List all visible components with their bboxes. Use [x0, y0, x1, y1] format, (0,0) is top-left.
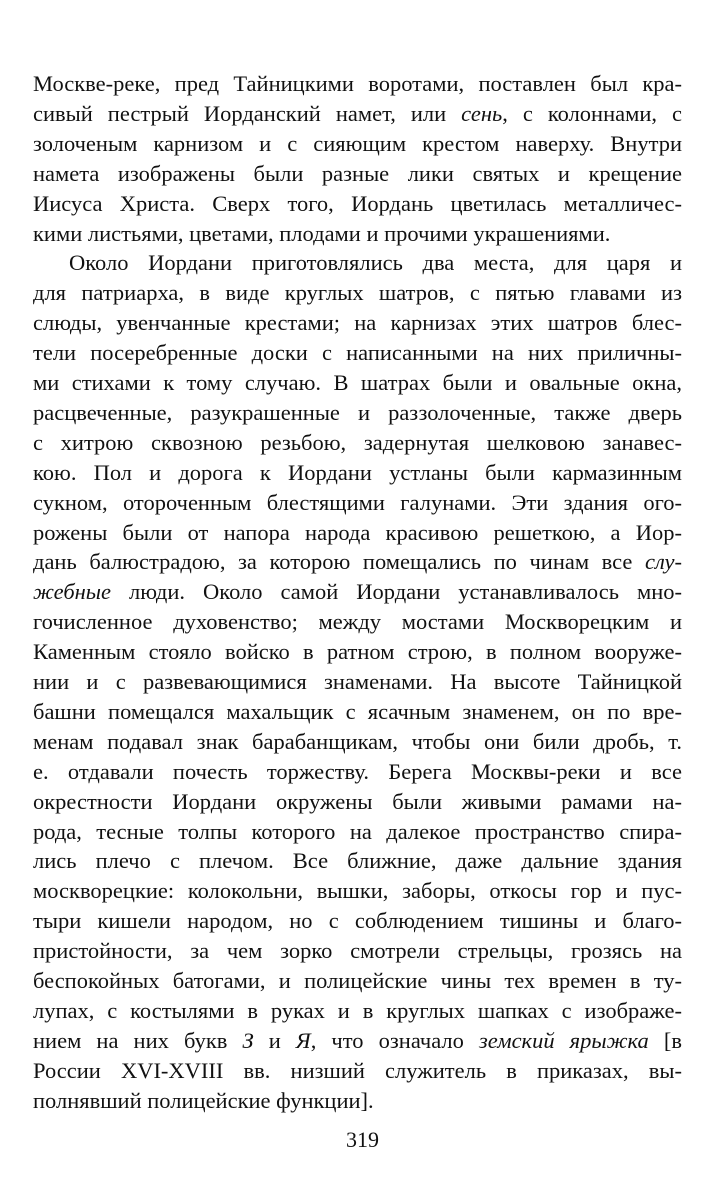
- text-run: гочисленное духовенство; между мостами Москворецким и: [33, 609, 682, 635]
- text-run: е. отдавали почесть торжеству. Берега Москвы-реки и все: [33, 758, 682, 784]
- text-run: , что означало: [310, 1027, 479, 1053]
- page-number: 319: [346, 1127, 379, 1152]
- text-run: москворецкие: колокольни, вышки, заборы, откосы гор и пус-: [33, 878, 682, 904]
- text-run: нии и с развевающимися знаменами. На высоте Тайницкой: [33, 669, 682, 694]
- text-run: люди. Около самой Иордани устанавливалось мно-: [111, 579, 682, 605]
- text-run: пристойности, за чем зорко смотрели стрельцы, грозясь на: [33, 938, 682, 964]
- text-run: сукном, отороченным блестящими галунами. Эти здания ого-: [33, 489, 682, 515]
- text-run: лись плечо с плечом. Все ближние, даже дальние здания: [33, 848, 682, 874]
- text-run: беспокойных батогами, и полицейские чины тех времен в ту-: [33, 968, 682, 993]
- italic-text-run: З: [242, 1027, 254, 1053]
- text-line: [33, 1083, 682, 1119]
- text-run: Каменным стояло войско в ратном строю, в полном вооруже-: [33, 639, 682, 665]
- text-run: золоченым карнизом и с сияющим крестом наверху. Внутри: [33, 130, 682, 156]
- text-run: сивый пестрый Иорданский намет, или: [33, 100, 462, 126]
- text-run: слюды, увенчанные крестами; на карнизах этих шатров блес-: [33, 310, 682, 336]
- text-run: расцвеченные, разукрашенные и раззолоченные, также дверь: [33, 399, 682, 425]
- text-run: башни помещался махальщик с ясачным знаменем, он по вре-: [33, 698, 682, 724]
- text-run: нием на них букв: [33, 1027, 243, 1053]
- text-run: окрестности Иордани окружены были живыми рамами на-: [33, 788, 682, 814]
- text-run: тели посеребренные доски с написанными на них приличны-: [33, 340, 682, 366]
- text-run: лупах, с костылями в руках и в круглых шапках с изображе-: [33, 997, 682, 1023]
- italic-text-run: жебные: [33, 579, 112, 605]
- italic-text-run: сень: [461, 100, 503, 126]
- text-run: России XVI-XVIII вв. низший служитель в приказах, вы-: [33, 1057, 682, 1083]
- text-run: Иисуса Христа. Сверх того, Иордань цветилась металличес-: [33, 190, 682, 216]
- text-run: с хитрою сквозною резьбою, задернутая шелковою занавес-: [33, 429, 682, 455]
- text-run: рода, тесные толпы которого на далекое пространство спира-: [33, 818, 682, 844]
- text-run: кою. Пол и дорога к Иордани устланы были кармазинным: [33, 459, 682, 485]
- text-run: Москве-реке, пред Тайницкими воротами, поставлен был кра-: [33, 71, 682, 96]
- text-run: полнявший полицейские функции].: [33, 1087, 374, 1113]
- italic-text-run: слу-: [645, 549, 682, 575]
- text-run: для патриарха, в виде круглых шатров, с пятью главами из: [33, 280, 682, 306]
- text-run: менам подавал знак барабанщикам, чтобы они били дробь, т.: [33, 728, 682, 754]
- italic-text-run: земский ярыжка: [479, 1027, 649, 1053]
- text-run: рожены были от напора народа красивою решеткою, а Иор-: [33, 519, 682, 545]
- text-run: тыри кишели народом, но с соблюдением тишины и благо-: [33, 908, 682, 934]
- text-run: [в: [648, 1027, 683, 1053]
- text-run: кими листьями, цветами, плодами и прочими украшениями.: [33, 220, 611, 246]
- text-run: ми стихами к тому случаю. В шатрах были и овальные окна,: [33, 370, 682, 395]
- italic-text-run: Я: [295, 1027, 311, 1053]
- text-run: намета изображены были разные лики святых и крещение: [33, 160, 682, 186]
- text-run: , с колоннами, с: [502, 100, 682, 126]
- text-run: и: [253, 1027, 296, 1053]
- text-run: дань балюстрадою, за которою помещались по чинам все: [33, 549, 646, 575]
- text-run: Около Иордани приготовлялись два места, для царя и: [69, 250, 682, 276]
